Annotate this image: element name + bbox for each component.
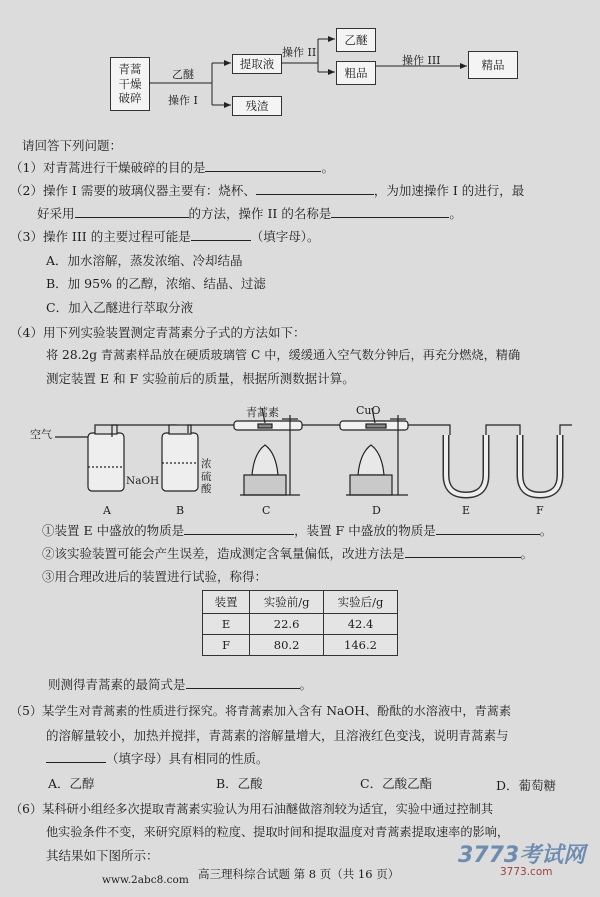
- q4-sub1-text-a: ①装置 E 中盛放的物质是: [42, 523, 185, 538]
- q5-option-d: D．葡萄糖: [496, 778, 557, 793]
- q3-blank[interactable]: [191, 229, 251, 241]
- op3-label: 操作 III: [402, 54, 441, 67]
- q5-line1: （5）某学生对青蒿素的性质进行探究。将青蒿素加入含有 NaOH、酚酞的水溶液中，青蒿素: [10, 704, 512, 718]
- q2-line2: [37, 204, 462, 222]
- table-cell: 146.2: [324, 635, 398, 656]
- q4-sub2: [42, 544, 533, 562]
- q1-number: （1）: [10, 160, 43, 175]
- q4-sub1-end: 。: [539, 523, 553, 538]
- q4-sub2-end: 。: [520, 546, 534, 561]
- table-row: [203, 635, 398, 656]
- q2-line1: [10, 181, 524, 199]
- sample-label: 青蒿素: [246, 406, 279, 419]
- box-material: 青蒿 干燥 破碎: [110, 57, 150, 111]
- page-number: 高三理科综合试题 第 8 页（共 16 页）: [198, 867, 400, 881]
- q3-option-a: A．加水溶解，蒸发浓缩、冷却结晶: [46, 253, 243, 268]
- watermark-logo: 3773考试网: [458, 843, 586, 868]
- q4-formula: [48, 675, 312, 693]
- label-e: E: [462, 504, 471, 517]
- q4-sub1-text-b: ，装置 F 中盛放的物质是: [294, 523, 436, 538]
- box-extract: 提取液: [232, 54, 282, 74]
- q3-option-c: C．加入乙醚进行萃取分液: [46, 300, 194, 315]
- table-header: 装置: [203, 591, 250, 614]
- q5-line2: 的溶解量较小，加热并搅拌，青蒿素的溶解量增大，且溶液红色变浅，说明青蒿素与: [46, 728, 509, 743]
- watermark-url: 3773.com: [500, 866, 553, 878]
- results-table: [202, 590, 398, 656]
- q4-sub2-blank[interactable]: [405, 546, 521, 558]
- q1-text: 对青蒿进行干燥破碎的目的是: [42, 160, 206, 175]
- q4-line1: （4）用下列实验装置测定青蒿素分子式的方法如下：: [10, 325, 306, 340]
- table-row: [203, 614, 398, 635]
- q1-blank[interactable]: [205, 160, 321, 172]
- q1-end: 。: [321, 160, 334, 175]
- label-b: B: [176, 504, 185, 517]
- footer-left-url: www.2abc8.com: [102, 874, 189, 886]
- table-header-row: [203, 591, 398, 614]
- air-label: 空气: [30, 428, 52, 441]
- q2-blank-3[interactable]: [331, 206, 449, 218]
- q2-text-a: （2）操作 I 需要的玻璃仪器主要有：烧杯、: [10, 183, 256, 198]
- label-d: D: [372, 504, 381, 517]
- q5-blank[interactable]: [46, 751, 106, 763]
- q5-option-a: A．乙醇: [48, 776, 95, 791]
- q5-option-c: C．乙酸乙酯: [360, 776, 433, 791]
- q4-sub3: ③用合理改进后的装置进行试验，称得：: [42, 569, 268, 584]
- box-product: 精品: [468, 51, 518, 79]
- q2-blank-2[interactable]: [75, 206, 189, 218]
- table-header: 实验前/g: [250, 591, 324, 614]
- label-a: A: [103, 504, 111, 517]
- table-cell: E: [203, 614, 250, 635]
- naoh-label: NaOH: [126, 475, 160, 487]
- q5-line3: [46, 749, 269, 767]
- q4-sub2-text: ②该实验装置可能会产生误差，造成测定含氧量偏低，改进方法是: [42, 546, 405, 561]
- box-residue: 残渣: [232, 96, 282, 116]
- q4-formula-text: 则测得青蒿素的最简式是: [48, 677, 186, 692]
- label-f: F: [536, 504, 544, 517]
- box-crude: 粗品: [336, 61, 376, 85]
- q4-sub1-blank-1[interactable]: [184, 523, 294, 535]
- q2-text-b: ，为加速操作 I 的进行，最: [373, 183, 525, 198]
- table-cell: 42.4: [324, 614, 398, 635]
- label-c: C: [262, 504, 271, 517]
- arrow1-top-label: 乙醚: [172, 68, 194, 81]
- table-header: 实验后/g: [324, 591, 398, 614]
- table-cell: 80.2: [250, 635, 324, 656]
- q4-sub1: [42, 521, 552, 539]
- q3-text-a: （3）操作 III 的主要过程可能是: [10, 229, 191, 244]
- box-ether: 乙醚: [336, 28, 376, 52]
- table-cell: 22.6: [250, 614, 324, 635]
- cuo-label: CuO: [356, 404, 381, 417]
- q3-text-b: （填字母）。: [250, 229, 320, 244]
- acid-label: 浓 硫 酸: [201, 458, 212, 496]
- q6-line3: 其结果如下图所示：: [46, 848, 159, 863]
- table-cell: F: [203, 635, 250, 656]
- q2-blank-1[interactable]: [256, 183, 374, 195]
- arrow1-bottom-label: 操作 I: [168, 94, 198, 107]
- q4-line2: 将 28.2g 青蒿素样品放在硬质玻璃管 C 中，缓缓通入空气数分钟后，再充分燃烧，精确: [46, 348, 521, 362]
- q2-text-c: 好采用: [37, 206, 75, 221]
- q6-line1: （6）某科研小组经多次提取青蒿素实验认为用石油醚做溶剂较为适宜，实验中通过控制其: [10, 802, 494, 816]
- q4-formula-blank[interactable]: [186, 677, 300, 689]
- q4-sub1-blank-2[interactable]: [436, 523, 540, 535]
- q2-text-d: 的方法，操作 II 的名称是: [188, 206, 332, 221]
- q1: [10, 158, 334, 176]
- apparatus-drawing: [0, 395, 600, 505]
- flowchart-arrows: [0, 0, 600, 130]
- q5-line3-text: （填字母）具有相同的性质。: [106, 751, 269, 766]
- op2-label: 操作 II: [282, 46, 317, 59]
- q5-option-b: B．乙酸: [216, 776, 263, 791]
- q4-line3: 测定装置 E 和 F 实验前后的质量，根据所测数据计算。: [46, 371, 355, 386]
- q3-option-b: B．加 95% 的乙醇，浓缩、结晶、过滤: [46, 276, 266, 291]
- q3-line: [10, 227, 319, 245]
- q2-end: 。: [449, 206, 462, 221]
- q6-line2: 他实验条件不变，来研究原料的粒度、提取时间和提取温度对青蒿素提取速率的影响，: [46, 825, 510, 839]
- intro-text: 请回答下列问题：: [22, 138, 123, 153]
- q4-formula-end: 。: [299, 677, 313, 692]
